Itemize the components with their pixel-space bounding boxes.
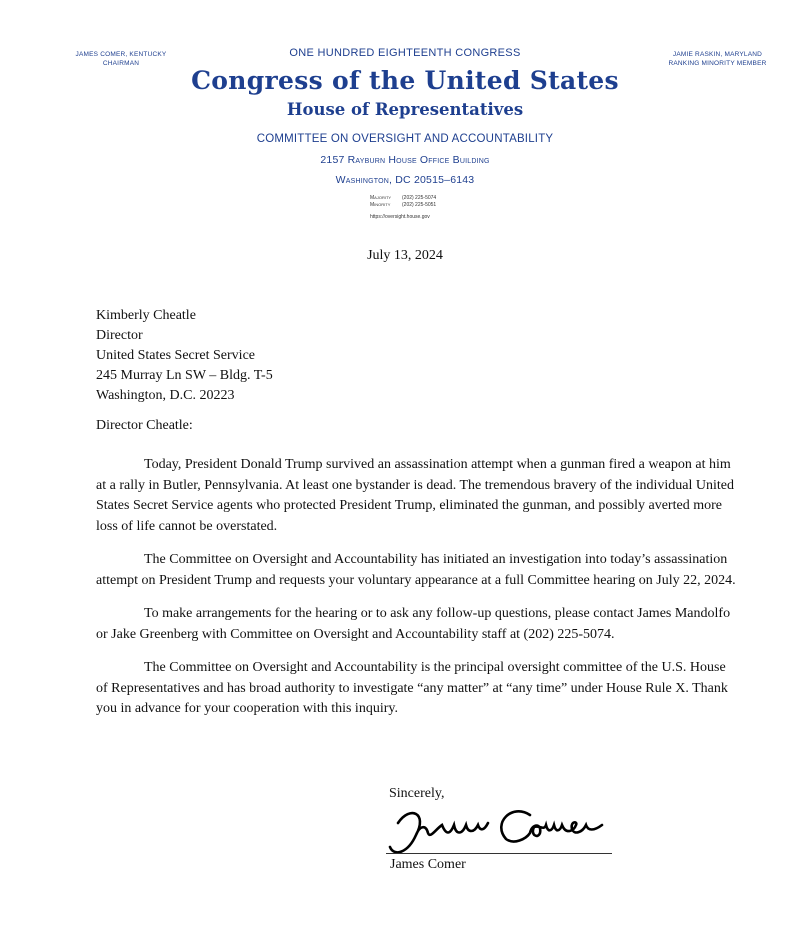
signature-line [386, 853, 612, 854]
body-paragraph: The Committee on Oversight and Accountability is the principal oversight committee of the U.S. House of Representatives and has broad authority to investigate “any matter” at “any time” under House Rule X. Thank you in advance for your cooperation with this inquiry. [96, 660, 728, 716]
chairman-title: CHAIRMAN [102, 60, 140, 67]
phone-block [370, 195, 490, 209]
recipient-title: Director [96, 328, 143, 343]
closing: Sincerely, [389, 786, 445, 801]
body-paragraph: Today, President Donald Trump survived an assassination attempt when a gunman fired a weapon at him at a rally in Butler, Pennsylvania. At least one bystander is dead. The tremendous bravery of the individual United States Secret Service agents who protected President Trump, eliminated the gunman, and possibly averted more loss of life cannot be overstated. [96, 457, 734, 534]
minority-phone: (202) 225-5051 [402, 202, 437, 208]
ranking-member-name: JAMIE RASKIN, MARYLAND [672, 51, 763, 58]
recipient-street: 245 Murray Ln SW – Bldg. T-5 [96, 368, 273, 383]
office-address: 2157 Rayburn House Office Building [320, 154, 490, 166]
chairman-name: JAMES COMER, KENTUCKY [75, 51, 167, 58]
ranking-member-title: RANKING MINORITY MEMBER [668, 60, 767, 67]
recipient-agency: United States Secret Service [96, 348, 256, 363]
recipient-city: Washington, D.C. 20223 [96, 388, 235, 403]
house-title: House of Representatives [286, 100, 524, 119]
signer-name: James Comer [390, 857, 466, 872]
letter-body [96, 455, 736, 733]
body-paragraph: To make arrangements for the hearing or to ask any follow-up questions, please contact James Mandolfo or Jake Greenberg with Committee on Oversight and Accountability staff at (202) 225-5074. [96, 606, 731, 642]
recipient-name: Kimberly Cheatle [96, 308, 196, 323]
office-city: Washington, DC 20515–6143 [335, 174, 475, 186]
body-paragraph: The Committee on Oversight and Accountability has initiated an investigation into today’s assassination attempt on President Trump and requests your voluntary appearance at a full Committee hearing on July 22, 2024. [96, 552, 736, 588]
majority-phone-row [370, 195, 490, 202]
minority-phone-row [370, 202, 490, 209]
recipient-address [96, 306, 273, 406]
letter-date: July 13, 2024 [367, 248, 443, 263]
majority-phone: (202) 225-5074 [402, 195, 437, 201]
majority-label: Majority [370, 195, 392, 201]
website-link[interactable]: https://oversight.house.gov [370, 214, 430, 220]
minority-label: Minority [370, 202, 391, 208]
congress-number: ONE HUNDRED EIGHTEENTH CONGRESS [289, 47, 521, 59]
congress-title: Congress of the United States [191, 66, 619, 95]
signature-image [380, 795, 620, 865]
committee-name: COMMITTEE ON OVERSIGHT AND ACCOUNTABILITY [256, 133, 554, 145]
salutation: Director Cheatle: [96, 418, 193, 433]
